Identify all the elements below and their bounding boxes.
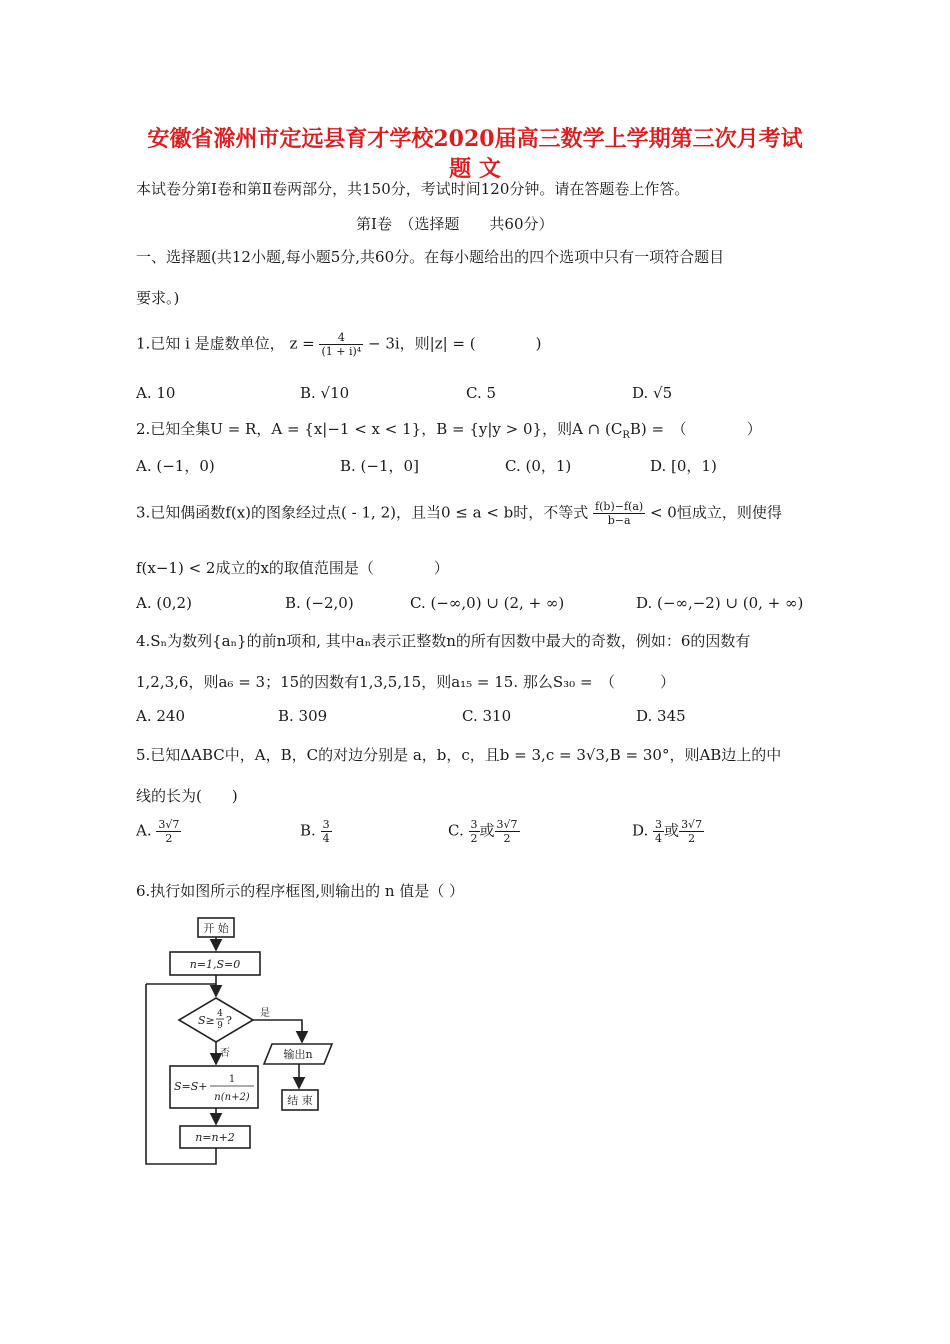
page-title-line1: 安徽省滁州市定远县育才学校2020届高三数学上学期第三次月考试 bbox=[147, 126, 803, 152]
q3-frac-den: b−a bbox=[607, 514, 631, 527]
flow-update-n-label: n=n+2 bbox=[195, 1131, 235, 1144]
q5-line1: 5.已知ΔABC中，A，B，C的对边分别是 a，b，c，且b = 3,c = 3√3,B = 30°，则AB边上的中 bbox=[136, 746, 782, 764]
q5-b-frac bbox=[321, 818, 332, 845]
q5-d-sep: 或 bbox=[664, 821, 680, 840]
q1-option-d: D. √5 bbox=[632, 384, 673, 402]
q5-d-frac1 bbox=[653, 818, 664, 845]
q1-frac-num: 4 bbox=[319, 331, 363, 345]
q2-text-end: B) = （ ） bbox=[629, 420, 762, 438]
question-2 bbox=[136, 418, 762, 441]
q5-option-d bbox=[632, 818, 704, 845]
q5-c-den2: 2 bbox=[503, 832, 511, 845]
flowchart bbox=[140, 912, 350, 1174]
section-header: 第Ⅰ卷 （选择题 共60分） bbox=[356, 215, 554, 233]
q5-c-frac2 bbox=[495, 818, 520, 845]
q5-option-b bbox=[300, 818, 332, 845]
q5-a-den: 2 bbox=[165, 832, 173, 845]
q2-option-c: C. (0，1) bbox=[505, 457, 572, 475]
q1-option-a: A. 10 bbox=[136, 384, 176, 402]
flow-cond-den: 9 bbox=[217, 1021, 223, 1031]
q5-c-den1: 2 bbox=[470, 832, 478, 845]
q4-option-c: C. 310 bbox=[462, 707, 512, 725]
q3-fraction bbox=[593, 500, 645, 527]
q1-formula-rhs: − 3i，则|z| = ( ) bbox=[367, 334, 542, 353]
q5-option-c bbox=[448, 818, 520, 845]
instruction-line1: 一、选择题(共12小题,每小题5分,共60分。在每小题给出的四个选项中只有一项符合题目 bbox=[136, 248, 725, 266]
q1-formula-lhs: z = bbox=[289, 334, 315, 353]
q5-d-frac2 bbox=[679, 818, 704, 845]
q5-b-den: 4 bbox=[322, 832, 330, 845]
q5-c-num1: 3 bbox=[470, 818, 478, 831]
flow-update-s-den: n(n+2) bbox=[214, 1092, 250, 1103]
q5-b-label: B. bbox=[300, 821, 316, 840]
q2-text: 2.已知全集U = R，A = {x|−1 < x < 1}，B = {y|y > 0}，则A ∩ (C bbox=[136, 420, 623, 438]
q3-frac-num: f(b)−f(a) bbox=[595, 500, 644, 513]
q4-line1: 4.Sₙ为数列{aₙ}的前n项和, 其中aₙ表示正整数n的所有因数中最大的奇数，例如：6的因数有 bbox=[136, 632, 751, 650]
q5-d-num1: 3 bbox=[655, 818, 663, 831]
q5-a-frac bbox=[156, 818, 181, 845]
q5-a-label: A. bbox=[136, 821, 152, 840]
q5-c-sep: 或 bbox=[479, 821, 495, 840]
flow-output-label: 输出n bbox=[283, 1048, 313, 1061]
q5-d-label: D. bbox=[632, 821, 649, 840]
q1-option-c: C. 5 bbox=[466, 384, 497, 402]
q5-d-den2: 2 bbox=[688, 832, 696, 845]
q4-option-d: D. 345 bbox=[636, 707, 686, 725]
q5-b-num: 3 bbox=[322, 818, 330, 831]
flow-cond-q: ? bbox=[226, 1014, 232, 1027]
q3-suffix: < 0恒成立，则使得 bbox=[649, 503, 782, 522]
flow-condition-diamond bbox=[179, 998, 253, 1042]
q2-option-b: B. (−1，0] bbox=[340, 457, 419, 475]
q1-fraction bbox=[319, 331, 363, 358]
flow-update-s-lhs: S=S+ bbox=[174, 1080, 208, 1093]
q1-prefix: 1.已知 i 是虚数单位， bbox=[136, 334, 285, 353]
flow-init-label: n=1,S=0 bbox=[189, 958, 241, 971]
flow-update-s-num: 1 bbox=[228, 1074, 236, 1085]
flow-cond-num: 4 bbox=[217, 1009, 223, 1019]
q5-a-num: 3√7 bbox=[158, 818, 180, 831]
q1-option-b: B. √10 bbox=[300, 384, 350, 402]
q5-d-num2: 3√7 bbox=[681, 818, 703, 831]
question-3 bbox=[136, 500, 782, 527]
q4-line2: 1,2,3,6，则a₆ = 3；15的因数有1,3,5,15，则a₁₅ = 15. 那么S₃₀ = （ ） bbox=[136, 673, 676, 691]
q3-option-c: C. (−∞,0) ∪ (2, + ∞) bbox=[410, 594, 565, 612]
q5-d-den1: 4 bbox=[655, 832, 663, 845]
q3-line2: f(x−1) < 2成立的x的取值范围是（ ） bbox=[136, 559, 449, 577]
instruction-line2: 要求。) bbox=[136, 289, 180, 307]
q3-prefix: 3.已知偶函数f(x)的图象经过点( - 1, 2)，且当0 ≤ a < b时，不等式 bbox=[136, 503, 589, 522]
q5-option-a bbox=[136, 818, 181, 845]
flow-yes-label: 是 bbox=[260, 1008, 270, 1019]
flow-no-label: 否 bbox=[220, 1048, 230, 1059]
intro-text: 本试卷分第Ⅰ卷和第Ⅱ卷两部分，共150分，考试时间120分钟。请在答题卷上作答。 bbox=[136, 180, 690, 198]
flow-cond-lhs: S≥ bbox=[198, 1014, 215, 1027]
flow-yes-arrow bbox=[253, 1020, 302, 1042]
q5-c-frac1 bbox=[469, 818, 480, 845]
q4-option-b: B. 309 bbox=[278, 707, 328, 725]
flow-start-label: 开 始 bbox=[203, 922, 229, 935]
q4-option-a: A. 240 bbox=[136, 707, 185, 725]
q1-frac-den: (1 + i)⁴ bbox=[321, 345, 362, 358]
q2-sub: R bbox=[622, 430, 630, 441]
page-title-line2: 题 文 bbox=[449, 156, 501, 182]
q6-text: 6.执行如图所示的程序框图,则输出的 n 值是（ ） bbox=[136, 882, 465, 900]
q3-option-d: D. (−∞,−2) ∪ (0, + ∞) bbox=[636, 594, 804, 612]
q5-c-num2: 3√7 bbox=[496, 818, 518, 831]
q3-option-b: B. (−2,0) bbox=[285, 594, 354, 612]
flow-end-label: 结 束 bbox=[287, 1094, 313, 1107]
q2-option-a: A. (−1，0) bbox=[136, 457, 215, 475]
q5-c-label: C. bbox=[448, 821, 464, 840]
q2-option-d: D. [0，1) bbox=[650, 457, 717, 475]
question-1 bbox=[136, 331, 541, 358]
q5-line2: 线的长为( ) bbox=[136, 787, 238, 805]
q3-option-a: A. (0,2) bbox=[136, 594, 192, 612]
